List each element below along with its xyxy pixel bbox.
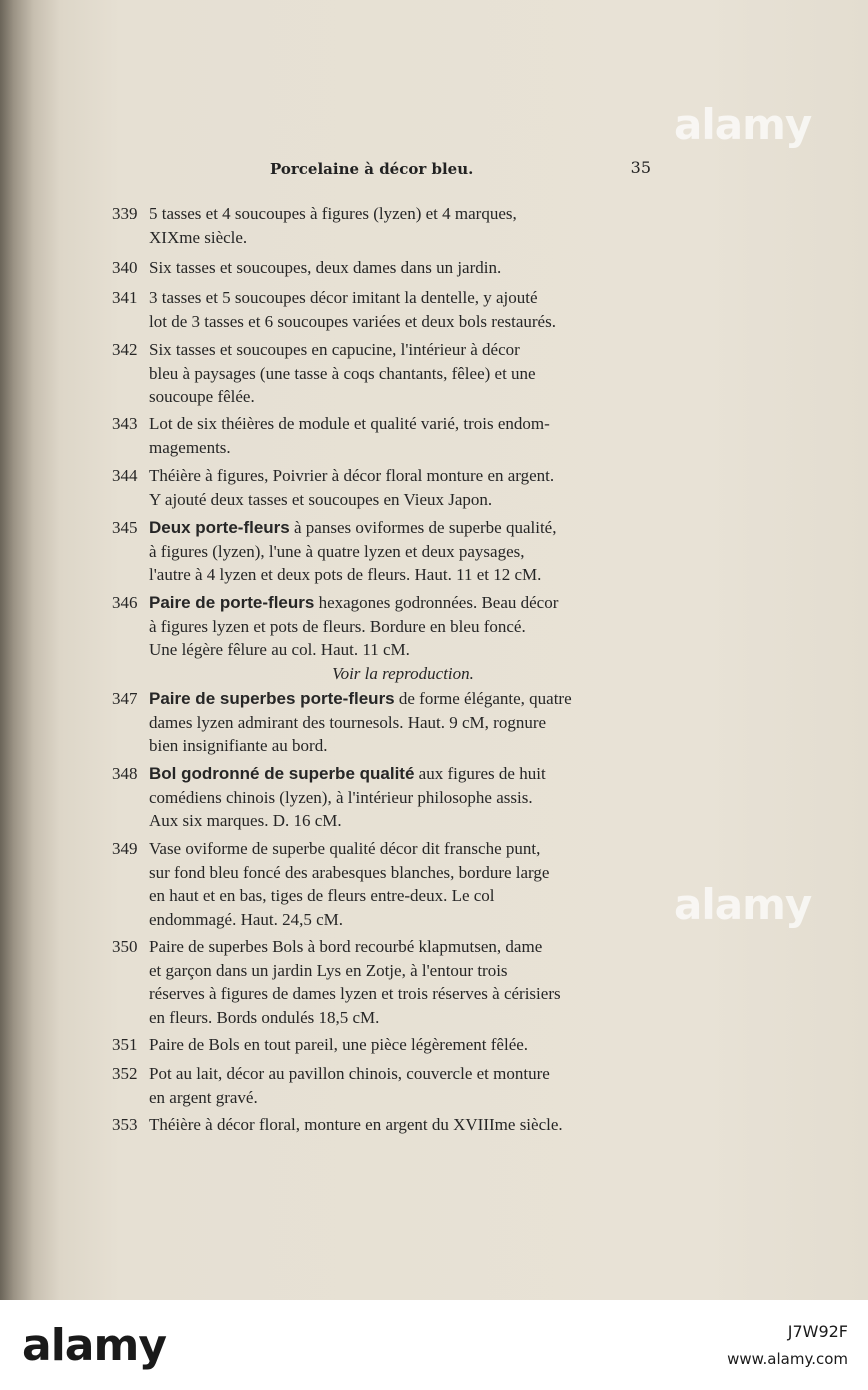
lot-number: 353 — [112, 1115, 138, 1134]
entry-text — [149, 464, 657, 511]
catalog-entry — [112, 935, 657, 1029]
entry-line — [149, 687, 657, 711]
entry-line: magements. — [149, 437, 231, 457]
item-title: Paire de superbes porte-fleurs — [149, 689, 395, 708]
entry-line: à figures lyzen et pots de fleurs. Bordure en bleu foncé. — [149, 616, 526, 636]
entry-line: Vase oviforme de superbe qualité décor dit fransche punt, — [149, 839, 541, 858]
catalog-entry — [112, 687, 657, 758]
entry-line: 5 tasses et 4 soucoupes à figures (lyzen) et 4 marques, — [149, 204, 517, 223]
entry-text — [149, 935, 657, 1029]
entry-text — [149, 202, 657, 249]
entry-line — [149, 591, 657, 615]
catalog-entry — [112, 202, 657, 249]
entry-line-text: à panses oviformes de superbe qualité, — [289, 518, 557, 537]
entry-line: lot de 3 tasses et 6 soucoupes variées et deux bols restaurés. — [149, 311, 556, 331]
lot-number: 342 — [112, 340, 138, 359]
lot-number: 348 — [112, 764, 138, 783]
lot-number: 349 — [112, 839, 138, 858]
lot-number: 341 — [112, 288, 138, 307]
lot-number: 347 — [112, 689, 138, 708]
entry-line — [149, 516, 657, 540]
entry-line: Y ajouté deux tasses et soucoupes en Vieux Japon. — [149, 489, 493, 509]
entry-line: bien insignifiante au bord. — [149, 736, 328, 755]
catalog-entry — [112, 1033, 657, 1057]
entry-text — [149, 1113, 657, 1137]
catalog-entry — [112, 591, 657, 685]
entry-line: Lot de six théières de module et qualité varié, trois endom- — [149, 414, 550, 433]
lot-number: 340 — [112, 258, 138, 277]
catalog-entry — [112, 762, 657, 833]
lot-number: 351 — [112, 1035, 138, 1054]
catalog-entry — [112, 412, 657, 459]
lot-number: 343 — [112, 414, 138, 433]
entry-text — [149, 338, 657, 409]
entry-line: Six tasses et soucoupes en capucine, l'intérieur à décor — [149, 340, 520, 359]
lot-number: 339 — [112, 204, 138, 223]
entry-line: Une légère fêlure au col. Haut. 11 cM. — [149, 640, 410, 659]
lot-number: 344 — [112, 466, 138, 485]
entry-line: Pot au lait, décor au pavillon chinois, couvercle et monture — [149, 1064, 550, 1083]
entry-line: Six tasses et soucoupes, deux dames dans un jardin. — [149, 258, 502, 277]
entry-line-text: de forme élégante, quatre — [394, 689, 572, 708]
lot-number: 352 — [112, 1064, 138, 1083]
entry-line: en fleurs. Bords ondulés 18,5 cM. — [149, 1007, 380, 1027]
entry-line: Théière à figures, Poivrier à décor floral monture en argent. — [149, 466, 555, 485]
entry-line: 3 tasses et 5 soucoupes décor imitant la dentelle, y ajouté — [149, 288, 538, 307]
entry-line-text: aux figures de huit — [414, 764, 546, 783]
entry-line: en argent gravé. — [149, 1087, 258, 1107]
reproduction-note: Voir la reproduction. — [332, 663, 474, 683]
entry-text — [149, 591, 657, 685]
stock-watermark-bar — [0, 1300, 868, 1390]
entry-text — [149, 762, 657, 833]
entry-text — [149, 1062, 657, 1109]
catalog-entry — [112, 837, 657, 931]
entry-line: l'autre à 4 lyzen et deux pots de fleurs. Haut. 11 et 12 cM. — [149, 565, 542, 584]
entry-text — [149, 1033, 657, 1057]
entry-line: dames lyzen admirant des tournesols. Haut. 9 cM, rognure — [149, 712, 547, 732]
entry-line: Paire de Bols en tout pareil, une pièce légèrement fêlée. — [149, 1035, 529, 1054]
entry-line: soucoupe fêlée. — [149, 387, 255, 406]
entry-line: sur fond bleu foncé des arabesques blanches, bordure large — [149, 862, 550, 882]
entry-text — [149, 256, 657, 280]
entry-text — [149, 286, 657, 333]
catalog-entry — [112, 516, 657, 587]
catalog-entry — [112, 1062, 657, 1109]
catalog-entry — [112, 338, 657, 409]
entry-line — [149, 762, 657, 786]
entry-line: Aux six marques. D. 16 cM. — [149, 811, 342, 830]
entry-line: en haut et en bas, tiges de fleurs entre-deux. Le col — [149, 886, 495, 905]
catalog-entry — [112, 286, 657, 333]
section-title: Porcelaine à décor bleu. — [270, 160, 474, 178]
entry-line: XIXme siècle. — [149, 227, 248, 247]
entry-text — [149, 837, 657, 931]
entry-line: à figures (lyzen), l'une à quatre lyzen et deux paysages, — [149, 541, 525, 561]
entry-line: Paire de superbes Bols à bord recourbé klapmutsen, dame — [149, 937, 543, 956]
entry-line: Théière à décor floral, monture en argent du XVIIIme siècle. — [149, 1115, 563, 1134]
watermark-logo: alamy — [674, 880, 812, 929]
item-title: Deux porte-fleurs — [149, 518, 290, 537]
entry-text — [149, 412, 657, 459]
running-header — [270, 160, 655, 184]
entry-line: et garçon dans un jardin Lys en Zotje, à l'entour trois — [149, 960, 508, 980]
entry-line: bleu à paysages (une tasse à coqs chantants, fêlee) et une — [149, 363, 536, 383]
page-number: 35 — [630, 158, 651, 177]
entry-line: comédiens chinois (lyzen), à l'intérieur philosophe assis. — [149, 787, 533, 807]
entry-line-text: hexagones godronnées. Beau décor — [314, 593, 559, 612]
item-title: Bol godronné de superbe qualité — [149, 764, 415, 783]
catalog-entry — [112, 256, 657, 280]
stock-url: www.alamy.com — [727, 1350, 848, 1368]
catalog-entry — [112, 464, 657, 511]
entry-line: endommagé. Haut. 24,5 cM. — [149, 909, 344, 929]
lot-number: 346 — [112, 593, 138, 612]
entry-line: réserves à figures de dames lyzen et trois réserves à cérisiers — [149, 984, 561, 1003]
catalog-entry — [112, 1113, 657, 1137]
image-id: J7W92F — [787, 1322, 848, 1341]
entry-text — [149, 687, 657, 758]
item-title: Paire de porte-fleurs — [149, 593, 315, 612]
lot-number: 345 — [112, 518, 138, 537]
watermark-logo: alamy — [674, 100, 812, 149]
lot-number: 350 — [112, 937, 138, 956]
entry-text — [149, 516, 657, 587]
alamy-logo: alamy — [22, 1320, 166, 1371]
